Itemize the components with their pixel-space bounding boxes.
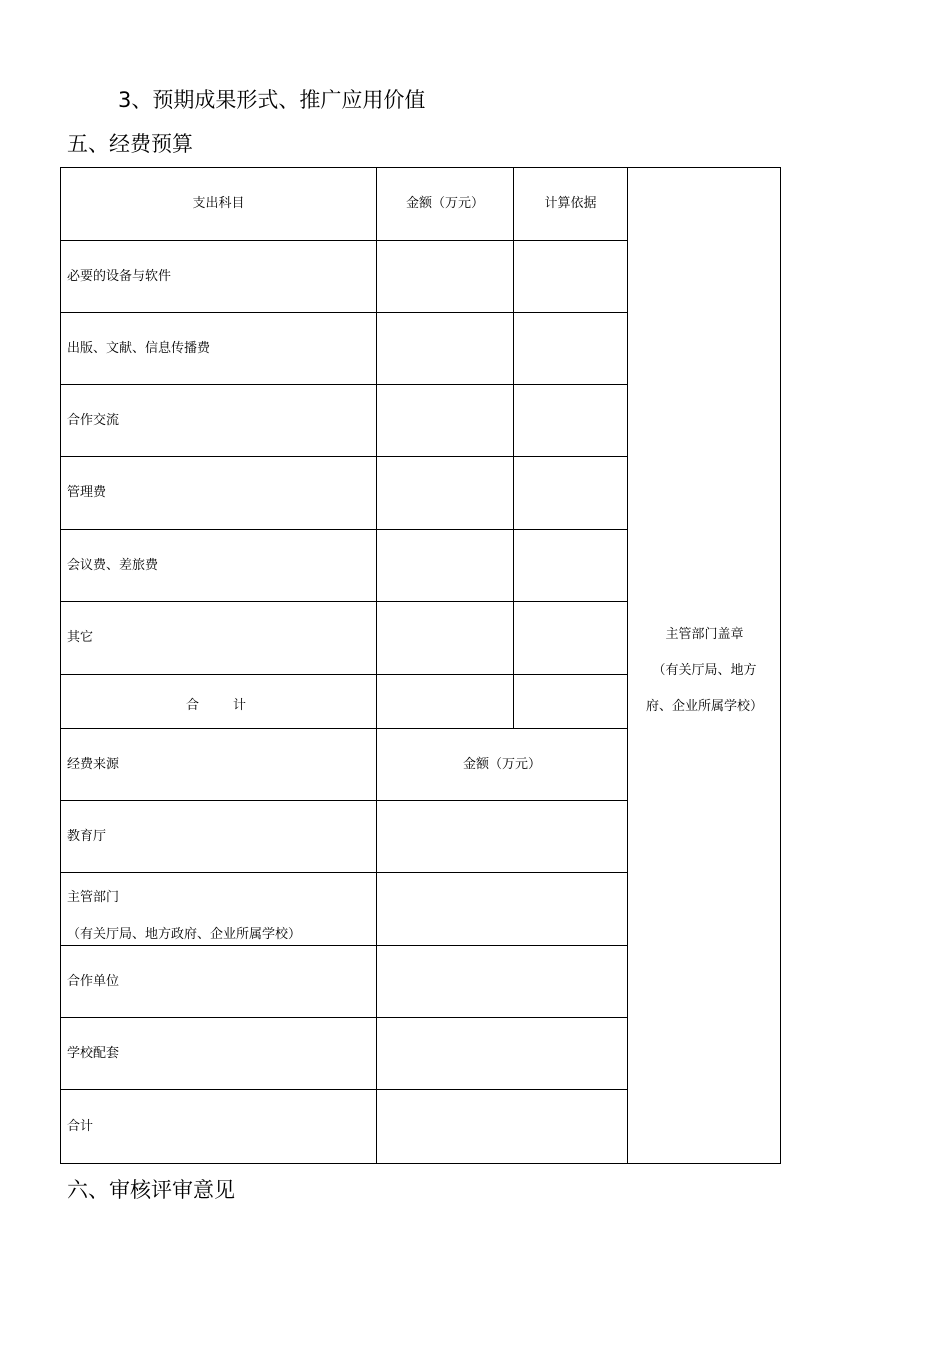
expense-label-equipment: 必要的设备与软件: [61, 241, 377, 313]
seal-column[interactable]: [628, 168, 781, 1163]
expense-basis-field[interactable]: [514, 385, 628, 457]
expense-basis-field[interactable]: [514, 457, 628, 530]
expense-label-other: 其它: [61, 602, 377, 675]
expense-label-meeting-travel: 会议费、差旅费: [61, 530, 377, 602]
funding-label-school-matching: 学校配套: [61, 1018, 377, 1090]
header-amount: 金额（万元）: [377, 168, 514, 241]
funding-label-partner: 合作单位: [61, 946, 377, 1018]
funding-label-line2: （有关厅局、地方政府、企业所属学校）: [67, 927, 302, 942]
funding-total-amount-field[interactable]: [377, 1090, 628, 1163]
funding-amount-field[interactable]: [377, 801, 628, 873]
expense-total-label: [61, 675, 377, 729]
funding-header-source: 经费来源: [61, 729, 377, 801]
expense-basis-field[interactable]: [514, 530, 628, 602]
section-6-title: 六、审核评审意见: [67, 1178, 235, 1202]
funding-amount-field[interactable]: [377, 873, 628, 946]
section-3-title: 3、预期成果形式、推广应用价值: [118, 88, 426, 112]
funding-label-supervising-dept: [61, 873, 377, 946]
total-label-he: 合: [185, 698, 199, 713]
expense-basis-field[interactable]: [514, 241, 628, 313]
seal-text-line1: 主管部门盖章: [665, 627, 744, 642]
expense-amount-field[interactable]: [377, 313, 514, 385]
section-5-title: 五、经费预算: [67, 132, 193, 156]
expense-basis-field[interactable]: [514, 602, 628, 675]
funding-label-education-dept: 教育厅: [61, 801, 377, 873]
expense-amount-field[interactable]: [377, 530, 514, 602]
budget-table: [60, 167, 781, 1164]
header-basis: 计算依据: [514, 168, 628, 241]
funding-amount-field[interactable]: [377, 946, 628, 1018]
funding-label-line1: 主管部门: [67, 890, 120, 905]
expense-label-publication: 出版、文献、信息传播费: [61, 313, 377, 385]
seal-text-line2: （有关厅局、地方: [652, 663, 757, 678]
expense-label-cooperation: 合作交流: [61, 385, 377, 457]
expense-total-basis-field[interactable]: [514, 675, 628, 729]
expense-amount-field[interactable]: [377, 602, 514, 675]
funding-label-total: 合计: [61, 1090, 377, 1163]
total-label-ji: 计: [233, 698, 247, 713]
funding-header-amount: 金额（万元）: [377, 729, 628, 801]
expense-amount-field[interactable]: [377, 241, 514, 313]
header-item: 支出科目: [61, 168, 377, 241]
seal-text-line3: 府、企业所属学校）: [645, 699, 763, 714]
expense-amount-field[interactable]: [377, 385, 514, 457]
expense-label-management: 管理费: [61, 457, 377, 530]
expense-basis-field[interactable]: [514, 313, 628, 385]
funding-amount-field[interactable]: [377, 1018, 628, 1090]
expense-amount-field[interactable]: [377, 457, 514, 530]
expense-total-amount-field[interactable]: [377, 675, 514, 729]
